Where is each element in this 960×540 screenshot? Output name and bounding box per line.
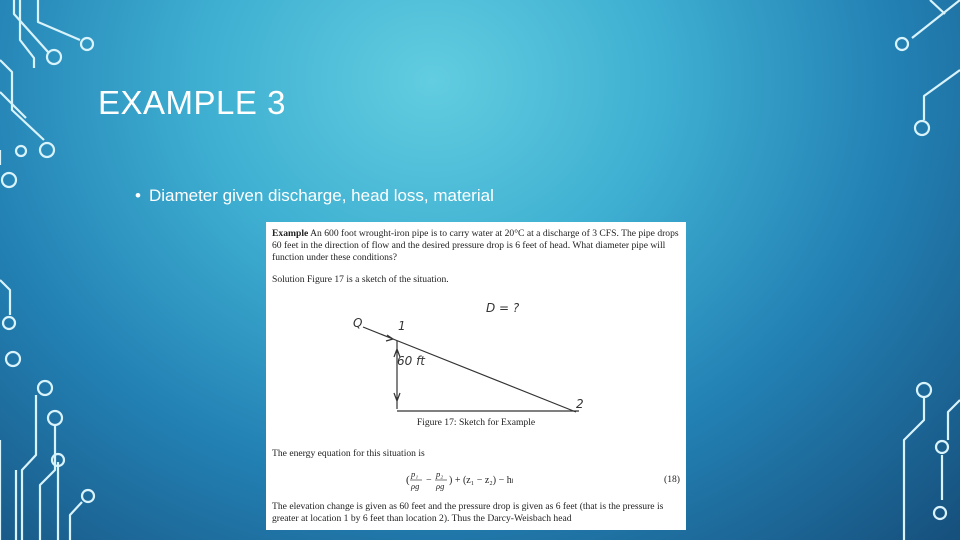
elevation-arrow [394, 341, 400, 409]
example-paragraph [272, 228, 682, 265]
svg-text:) + (z₁ − z₂) − hₗ: ) + (z₁ − z₂) − hₗ [449, 475, 514, 486]
energy-text: The energy equation for this situation is [272, 448, 425, 459]
svg-text:ρg: ρg [411, 481, 420, 491]
diameter-label: D = ? [486, 301, 520, 315]
bottom-paragraph: The elevation change is given as 60 feet and the pressure drop is given as 6 feet (that is the pressure is greater at location 1 by 6 feet than location 2). Thus the Darcy-Weisbach head [272, 501, 664, 525]
flow-label: Q [353, 316, 363, 330]
point1-label: 1 [398, 319, 406, 333]
point2-label: 2 [576, 397, 584, 411]
svg-text:p₁: p₁ [411, 469, 419, 479]
drop-label: 60 ft [397, 354, 426, 368]
bullet-item [135, 186, 494, 206]
svg-text:ρg: ρg [436, 481, 445, 491]
equation-number: (18) [664, 474, 680, 485]
energy-equation [406, 468, 556, 492]
solution-text: Figure 17 is a sketch of the situation. [306, 274, 449, 285]
bullet-dot-icon: • [135, 186, 141, 205]
svg-text:−: − [426, 475, 432, 486]
svg-text:p₂: p₂ [436, 469, 444, 479]
document-image [266, 222, 686, 530]
solution-paragraph [272, 274, 682, 286]
situation-sketch [341, 297, 601, 417]
figure-caption: Figure 17: Sketch for Example [416, 417, 536, 428]
svg-text:(: ( [406, 474, 410, 486]
solution-label: Solution [272, 274, 305, 285]
pipe-line [393, 339, 576, 412]
slide-title: EXAMPLE 3 [98, 84, 286, 121]
bullet-text: Diameter given discharge, head loss, material [148, 186, 494, 205]
example-text: An 600 foot wrought-iron pipe is to carry water at 20°C at a discharge of 3 CFS. The pipe drops 60 feet in the direction of flow and the desired pressure drop is 6 feet of head. What diameter pipe will function under these conditions? [272, 228, 679, 264]
example-label: Example [272, 228, 309, 239]
flow-arrow [363, 327, 393, 341]
